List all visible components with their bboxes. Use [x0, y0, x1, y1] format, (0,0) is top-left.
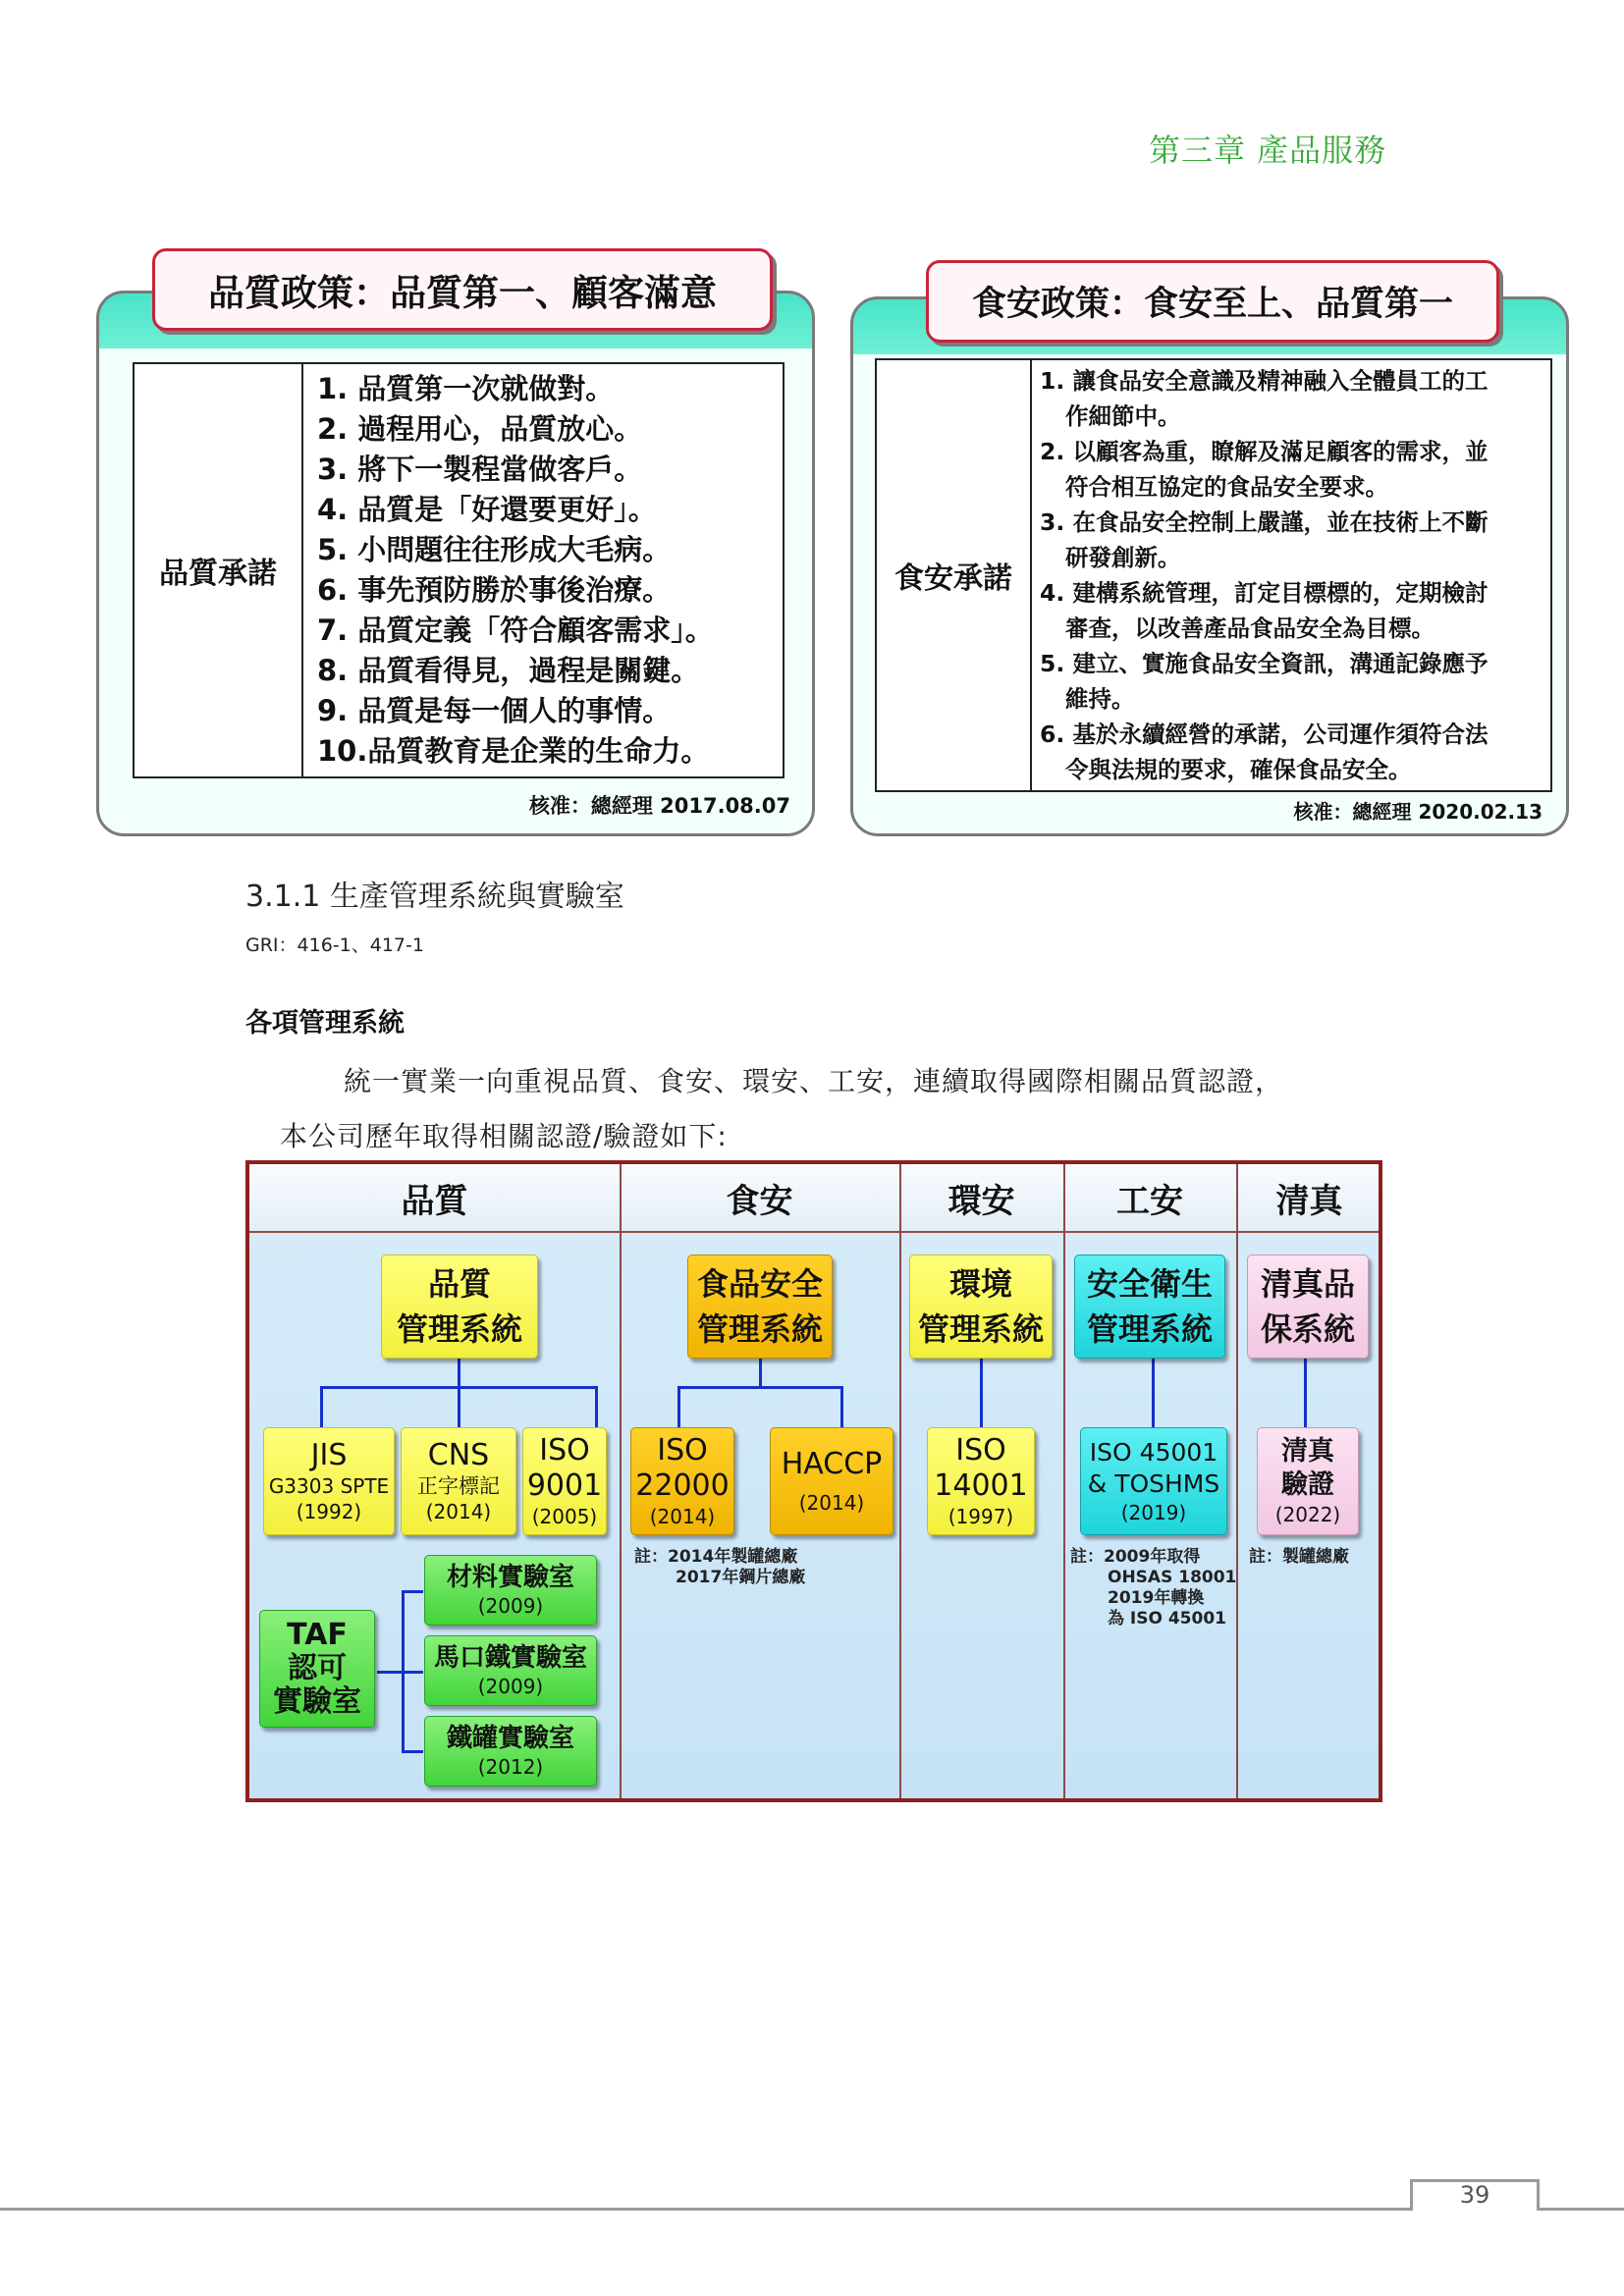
connector-line [402, 1671, 423, 1674]
list-item: 7. 品質定義「符合顧客需求」。 [317, 614, 714, 647]
food-safety-policy-title: 食安政策：食安至上、品質第一 [926, 260, 1499, 343]
footer-rule [0, 2208, 1624, 2211]
connector-line [402, 1590, 423, 1593]
column-header-quality: 品質 [401, 1181, 468, 1221]
iso14001-cert-box: ISO 14001 (1997) [927, 1427, 1035, 1535]
list-item: 3. 在食品安全控制上嚴謹，並在技術上不斷 研發創新。 [1040, 508, 1489, 571]
quality-policy-panel [96, 272, 815, 836]
connector-line [759, 1359, 762, 1386]
column-divider [1236, 1164, 1238, 1798]
tinplate-lab-box: 馬口鐵實驗室 (2009) [424, 1635, 597, 1706]
page-number: 39 [1459, 2181, 1490, 2209]
connector-line [677, 1386, 680, 1427]
halal-cert-box: 清真 驗證 (2022) [1257, 1427, 1359, 1535]
quality-approval: 核准：總經理 2017.08.07 [528, 794, 790, 818]
list-item: 9. 品質是每一個人的事情。 [317, 694, 672, 727]
halal-assurance-system-box: 清真品 保系統 [1247, 1255, 1369, 1359]
chapter-title: 第三章 產品服務 [1149, 132, 1387, 169]
connector-line [1152, 1359, 1155, 1427]
haccp-cert-box: HACCP (2014) [770, 1427, 893, 1535]
column-header-safety: 工安 [1116, 1181, 1183, 1221]
list-item: 3. 將下一製程當做客戶。 [317, 453, 643, 486]
connector-line [840, 1386, 843, 1427]
food-safety-management-system-box: 食品安全 管理系統 [687, 1255, 833, 1359]
column-divider [899, 1164, 901, 1798]
food-safety-policy-panel [850, 285, 1569, 836]
food-safety-commitment-label: 食安承諾 [876, 359, 1031, 791]
food-safety-note: 註：2014年製罐總廠 2017年鋼片總廠 [634, 1547, 806, 1587]
cns-cert-box: CNS 正字標記 (2014) [401, 1427, 516, 1535]
list-item: 2. 過程用心，品質放心。 [317, 412, 643, 446]
gri-reference: GRI：416-1、417-1 [245, 934, 424, 956]
iso22000-cert-box: ISO 22000 (2014) [630, 1427, 734, 1535]
list-item: 5. 建立、實施食品安全資訊，溝通記錄應予 維持。 [1040, 650, 1489, 713]
connector-line [677, 1386, 842, 1389]
column-divider [620, 1164, 622, 1798]
list-item: 6. 事先預防勝於事後治療。 [317, 573, 672, 607]
food-safety-commitment-list [1040, 363, 1550, 787]
section-title: 3.1.1 生產管理系統與實驗室 [245, 880, 624, 914]
column-header-halal: 清真 [1275, 1181, 1343, 1221]
iso9001-cert-box: ISO 9001 (2005) [522, 1427, 607, 1535]
quality-commitment-list [317, 369, 783, 772]
environment-management-system-box: 環境 管理系統 [909, 1255, 1053, 1359]
iron-can-lab-box: 鐵罐實驗室 (2012) [424, 1716, 597, 1787]
materials-lab-box: 材料實驗室 (2009) [424, 1555, 597, 1626]
list-item: 2. 以顧客為重，瞭解及滿足顧客的需求，並 符合相互協定的食品安全要求。 [1040, 438, 1489, 501]
column-header-food-safety: 食安 [726, 1181, 793, 1221]
connector-line [458, 1359, 460, 1386]
connector-line [458, 1386, 460, 1427]
paragraph-line-1: 統一實業一向重視品質、食安、環安、工安，連續取得國際相關品質認證， [344, 1065, 1284, 1097]
certification-diagram [245, 1160, 1382, 1802]
connector-line [595, 1386, 598, 1427]
list-item: 5. 小問題往往形成大毛病。 [317, 533, 672, 566]
quality-commitment-table [133, 362, 785, 778]
connector-line [320, 1386, 323, 1427]
food-safety-commitment-table [875, 358, 1552, 792]
list-item: 1. 讓食品安全意識及精神融入全體員工的工 作細節中。 [1040, 367, 1489, 430]
connector-line [402, 1750, 423, 1753]
connector-line [1304, 1359, 1307, 1427]
food-safety-approval: 核准：總經理 2020.02.13 [1293, 800, 1543, 824]
quality-management-system-box: 品質 管理系統 [381, 1255, 538, 1359]
quality-commitment-label: 品質承諾 [134, 363, 302, 777]
list-item: 8. 品質看得見，過程是關鍵。 [317, 654, 700, 687]
list-item: 1. 品質第一次就做對。 [317, 372, 615, 405]
halal-note: 註：製罐總廠 [1249, 1547, 1349, 1567]
safety-note: 註：2009年取得 OHSAS 18001 2019年轉換 為 ISO 45001 [1070, 1547, 1237, 1629]
list-item: 4. 品質是「好還要更好」。 [317, 493, 657, 526]
subheading: 各項管理系統 [245, 1008, 405, 1039]
quality-policy-title: 品質政策：品質第一、顧客滿意 [152, 248, 773, 331]
taf-accredited-lab-box: TAF 認可 實驗室 [259, 1610, 375, 1728]
column-divider [1063, 1164, 1065, 1798]
list-item: 10.品質教育是企業的生命力。 [317, 734, 710, 768]
connector-line [980, 1359, 983, 1427]
jis-cert-box: JIS G3303 SPTE (1992) [263, 1427, 395, 1535]
safety-health-management-system-box: 安全衛生 管理系統 [1074, 1255, 1225, 1359]
list-item: 6. 基於永續經營的承諾，公司運作須符合法 令與法規的要求，確保食品安全。 [1040, 721, 1489, 783]
list-item: 4. 建構系統管理，訂定目標標的，定期檢討 審查，以改善產品食品安全為目標。 [1040, 579, 1489, 642]
paragraph-line-2: 本公司歷年取得相關認證/驗證如下: [280, 1120, 728, 1152]
iso45001-cert-box: ISO 45001 & TOSHMS (2019) [1080, 1427, 1227, 1535]
column-header-environment: 環安 [947, 1181, 1015, 1221]
